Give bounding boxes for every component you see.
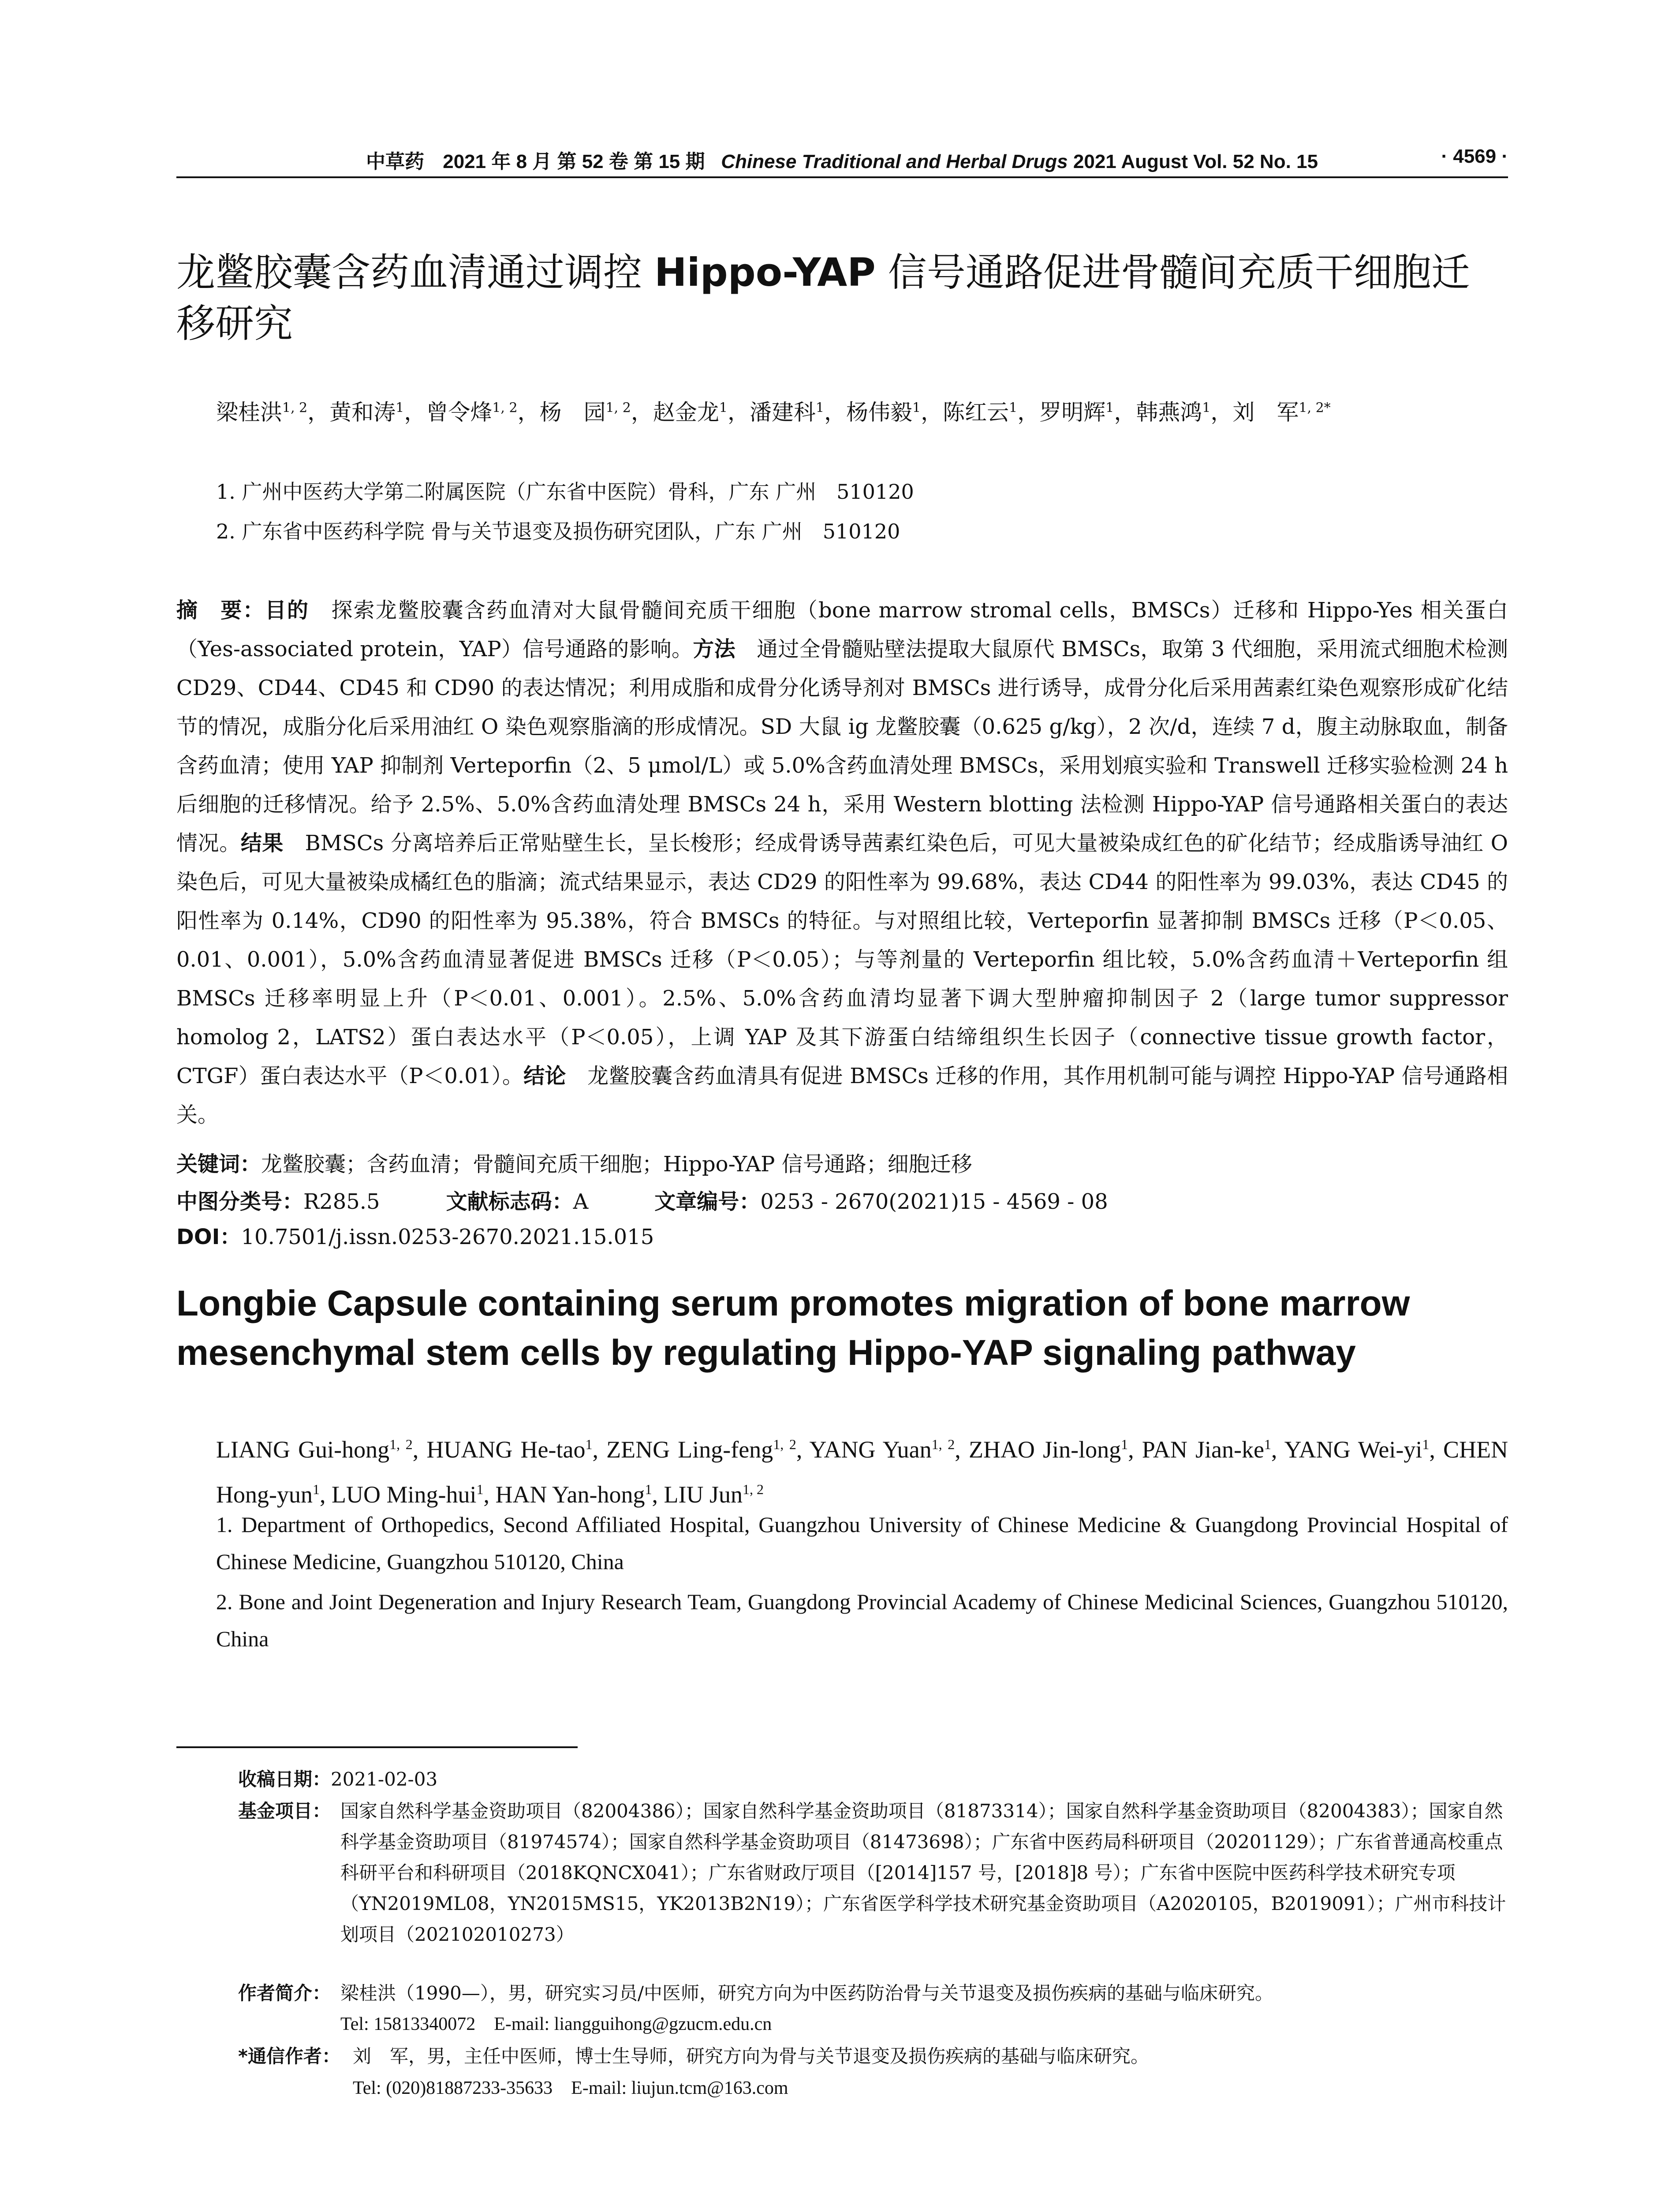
en-author [606,1436,796,1463]
en-author-affiliation-mark: 1, 2 [389,1436,413,1452]
cn-author-name: 罗明辉 [1039,399,1106,425]
running-header-journal [366,146,1318,174]
article-number-label: 文章编号： [654,1189,761,1214]
cn-author-name: 陈红云 [943,399,1009,425]
cn-author-name: 杨伟毅 [846,399,913,425]
footnote-author [238,1978,1508,2009]
en-author-affiliation-mark: 1, 2 [773,1436,796,1452]
affiliation-cn-1: 1. 广州中医药大学第二附属医院（广东省中医院）骨科，广东 广州 510120 [216,480,914,504]
header-rule [176,176,1508,178]
doi-label: DOI： [176,1225,241,1249]
en-author-affiliation-mark: 1 [1422,1436,1430,1452]
en-author-name: LUO Ming-hui [331,1481,477,1508]
abstract [176,591,1508,1134]
cn-author-affiliation-mark: 1 [912,400,921,415]
journal-name-en: Chinese Traditional and Herbal Drugs [721,151,1068,172]
en-author [810,1436,955,1463]
keywords-text: 龙鳖胶囊；含药血清；骨髓间充质干细胞；Hippo-YAP 信号通路；细胞迁移 [261,1152,972,1177]
en-author [1142,1436,1271,1463]
footnote-corresponding [238,2041,1508,2072]
cn-author-affiliation-mark: 1 [1009,400,1018,415]
cn-author [750,400,824,425]
en-author-affiliation-mark: 1 [585,1436,593,1452]
affiliation-en-2 [216,1583,1508,1657]
cn-author [1136,400,1210,425]
cn-author-affiliation-mark: 1, 2 [282,400,308,415]
cn-author [653,400,728,425]
en-author-affiliation-mark: 1 [476,1481,484,1497]
clc-value: R285.5 [303,1189,380,1214]
author-contact: Tel: 15813340072 E-mail: liangguihong@gzucm.edu.cn [340,2014,772,2034]
en-author-name: LIANG Gui-hong [216,1436,390,1463]
author-bio-text: 梁桂洪（1990—），男，研究实习员/中医师，研究方向为中医药防治骨与关节退变及损伤疾病的基础与临床研究。 [340,1982,1274,2004]
issue-date-en: 2021 August Vol. 52 No. 15 [1073,151,1318,172]
methods-text: 通过全骨髓贴壁法提取大鼠原代 BMSCs，取第 3 代细胞，采用流式细胞术检测 CD29、CD44、CD45 和 CD90 的表达情况；利用成脂和成骨分化诱导剂对 BMSCs 进行诱导，成骨分化后采用茜素红染色观察形成矿化结节的情况，成脂分化后采用油红 O 染色观察脂滴的形成情况。SD 大鼠 ig 龙鳖胶囊（0.625 g/kg），2 次/d，连续 7 d，腹主动脉取血，制备含药血清；使用 YAP 抑制剂 Verteporfin（2、5 μmol/L）或 5.0%含药血清处理 BMSCs，采用划痕实验和 Transwell 迁移实验检测 24 h 后细胞的迁移情况。给予 2.5%、5.0%含药血清处理 BMSCs 24 h，采用 Western blotting 法检测 Hippo-YAP 信号通路相关蛋白的表达情况。 [176,637,1508,856]
en-author [664,1481,764,1508]
conclusion-label: 结论 [523,1064,566,1088]
journal-name-cn: 中草药 [366,150,424,173]
page-number: · 4569 · [1441,146,1508,167]
classification-line [176,1186,1508,1217]
title-cn [176,247,1508,349]
en-author-name: ZENG Ling-feng [606,1436,773,1463]
results-label: 结果 [240,831,284,856]
cn-author-name: 韩燕鸿 [1136,399,1202,425]
cn-author-name: 曾令烽 [426,399,493,425]
cn-author-name: 赵金龙 [653,399,719,425]
corresponding-label: *通信作者： [238,2045,340,2067]
en-author-name: PAN Jian-ke [1142,1436,1264,1463]
cn-author [216,400,307,425]
title-cn-latin: Hippo-YAP [654,250,876,295]
footnote-received [238,1764,1508,1795]
en-author [216,1436,413,1463]
en-author-affiliation-mark: 1 [1121,1436,1128,1452]
cn-author [540,400,631,425]
corresponding-text: 刘 军，男，主任中医师，博士生导师，研究方向为骨与关节退变及损伤疾病的基础与临床研究。 [353,2045,1150,2067]
cn-author-affiliation-mark: 1 [1105,400,1114,415]
en-author [426,1436,592,1463]
affiliation-en-2-text: Bone and Joint Degeneration and Injury Research Team, Guangdong Provincial Academy of Chinese Medicinal Sciences, Guangzhou 510120, China [216,1589,1508,1651]
cn-author [846,400,921,425]
article-number-value: 0253 - 2670(2021)15 - 4569 - 08 [760,1189,1108,1214]
cn-author-affiliation-mark: 1 [396,400,404,415]
running-header [176,146,1508,176]
cn-author-affiliation-mark: 1, 2 [605,400,631,415]
affiliation-en-1-text: Department of Orthopedics, Second Affiliated Hospital, Guangzhou University of Chinese Medicine & Guangdong Provincial Hospital of Chinese Medicine, Guangzhou 510120, China [216,1512,1508,1574]
doi-value[interactable]: 10.7501/j.issn.0253-2670.2021.15.015 [241,1225,654,1249]
cn-author [1039,400,1114,425]
cn-author-name: 杨 园 [539,399,606,425]
affiliation-en-2-num: 2. [216,1589,239,1614]
en-author-name: LIU Jun [664,1481,743,1508]
en-author-name: HUANG He-tao [426,1436,586,1463]
conclusion-text: 龙鳖胶囊含药血清具有促进 BMSCs 迁移的作用，其作用机制可能与调控 Hippo-YAP 信号通路相关。 [176,1064,1508,1127]
en-author-name: HAN Yan-hong [495,1481,645,1508]
received-label: 收稿日期： [238,1768,331,1790]
en-author [495,1481,652,1508]
en-author-affiliation-mark: 1 [645,1481,652,1497]
footnote-fund [238,1796,1508,1981]
footnote-rule [176,1746,578,1748]
affiliation-en-1-num: 1. [216,1512,242,1537]
author-bio-label: 作者简介： [238,1982,331,2004]
en-author [969,1436,1128,1463]
en-author [332,1481,483,1508]
en-author-affiliation-mark: 1, 2 [931,1436,955,1452]
en-author-affiliation-mark: 1 [1264,1436,1271,1452]
authors-en: LIANG Gui-hong$^{1, 2}$, HUANG He-tao$^1$, ZENG Ling-feng$^{1, 2}$, YANG Yuan$^{1, 2}$, ZHAO Jin-long$^1$, PAN Jian-$ke^1$, YANG Wei-$yi^1$, CHEN Hong-yun$^1$, LUO Ming-hui$^1$, HAN Yan-hong$^1$, LIU Jun$^{1, 2}$ [216,1436,1508,1508]
title-en: Longbie Capsule containing serum promotes migration of bone marrow mesenchymal stem cells by regulating Hippo-YAP signaling pathway [176,1283,1410,1373]
received-date: 2021-02-03 [331,1768,438,1790]
en-author-name: YANG Yuan [809,1436,932,1463]
en-author-name: CHEN Hong-yun [216,1436,1508,1508]
title-cn-part1: 龙鳖胶囊含药血清通过调控 [176,250,654,295]
cn-author-name: 潘建科 [749,399,816,425]
cn-author [329,400,404,425]
results-text: BMSCs 分离培养后正常贴壁生长，呈长梭形；经成骨诱导茜素红染色后，可见大量被染成红色的矿化结节；经成脂诱导油红 O 染色后，可见大量被染成橘红色的脂滴；流式结果显示，表达 CD29 的阳性率为 99.68%，表达 CD44 的阳性率为 99.03%，表达 CD45 的阳性率为 0.14%，CD90 的阳性率为 95.38%，符合 BMSCs 的特征。与对照组比较，Verteporfin 显著抑制 BMSCs 迁移（P＜0.05、0.01、0.001），5.0%含药血清显著促进 BMSCs 迁移（P＜0.05）；与等剂量的 Verteporfin 组比较，5.0%含药血清＋Verteporfin 组 BMSCs 迁移率明显上升（P＜0.01、0.001）。2.5%、5.0%含药血清均显著下调大型肿瘤抑制因子 2（large tumor suppressor homolog 2，LATS2）蛋白表达水平（P＜0.05），上调 YAP 及其下游蛋白结缔组织生长因子（connective tissue growth factor，CTGF）蛋白表达水平（P＜0.01）。 [176,831,1508,1088]
objective-text: 探索龙鳖胶囊含药血清对大鼠骨髓间充质干细胞（bone marrow stromal cells，BMSCs）迁移和 Hippo-Yes 相关蛋白（Yes-associated protein，YAP）信号通路的影响。 [176,598,1508,662]
cn-author-name: 刘 军 [1232,399,1299,425]
affiliation-en-1 [216,1506,1508,1580]
cn-author [943,400,1017,425]
objective-label: 目的 [265,598,310,623]
keywords-label: 关键词： [176,1152,261,1177]
title-cn-part2: 信号通路促进骨髓间充质干细胞迁移研究 [176,250,1470,346]
doc-code-label: 文献标志码： [446,1189,573,1214]
abstract-label: 摘 要： [176,598,265,623]
affiliation-cn-2: 2. 广东省中医药科学院 骨与关节退变及损伤研究团队，广东 广州 510120 [216,519,900,543]
fund-text: 国家自然科学基金资助项目（82004386）；国家自然科学基金资助项目（81873314）；国家自然科学基金资助项目（82004383）；国家自然科学基金资助项目（81974574）；国家自然科学基金资助项目（81473698）；广东省中医药局科研项目（20201129）；广东省普通高校重点科研平台和科研项目（2018KQNCX041）；广东省财政厅项目（[2014]157 号，[2018]8 号）；广东省中医院中医药科学技术研究专项（YN2019ML08，YN2015MS15，YK2013B2N19）；广东省医学科学技术研究基金资助项目（A2020105，B2019091）；广州市科技计划项目（202102010273） [340,1800,1506,1945]
fund-label: 基金项目： [238,1800,331,1822]
cn-author-affiliation-mark: 1 [1202,400,1211,415]
cn-author [1232,400,1330,425]
clc-label: 中图分类号： [176,1189,304,1214]
en-author-affiliation-mark: 1 [312,1481,320,1497]
issue-date-cn: 2021 年 8 月 第 52 卷 第 15 期 [443,151,705,172]
cn-author-affiliation-mark: 1 [719,400,728,415]
doi-line [176,1222,1508,1252]
en-author-name: YANG Wei-yi [1284,1436,1422,1463]
methods-label: 方法 [693,637,735,662]
cn-author-affiliation-mark: 1 [815,400,825,415]
corresponding-contact: Tel: (020)81887233-35633 E-mail: liujun.tcm@163.com [353,2078,788,2098]
cn-author-affiliation-mark: 1, 2* [1299,400,1331,415]
en-author-name: ZHAO Jin-long [968,1436,1121,1463]
cn-author-name: 黄和涛 [329,399,396,425]
cn-author [426,400,517,425]
cn-author-affiliation-mark: 1, 2 [492,400,518,415]
doc-code-value: A [573,1189,589,1214]
authors-cn: 梁桂洪$^{1, 2}$，黄和涛$^1$，曾令烽$^{1, 2}$，杨 园$^{1, 2}$，赵金龙$^1$，潘建科$^1$，杨伟毅$^1$，陈红云$^1$，罗明辉$^1$，韩燕鸿$^1$，刘 军$^{1, 2*}$ [216,399,1331,425]
en-author-affiliation-mark: 1, 2 [742,1481,764,1497]
cn-author-name: 梁桂洪 [216,399,282,425]
en-author [1284,1436,1430,1463]
keywords-line [176,1149,1508,1180]
